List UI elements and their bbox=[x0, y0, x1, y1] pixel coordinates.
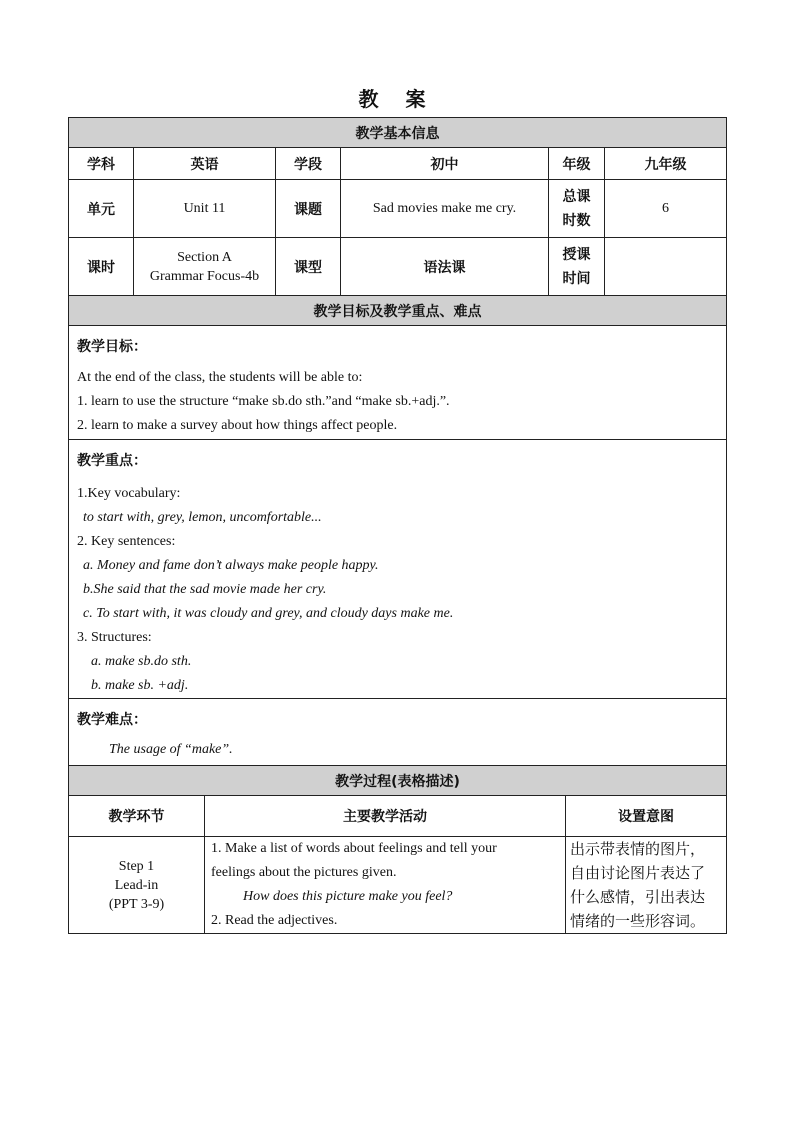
col-step-header: 教学环节 bbox=[69, 796, 205, 837]
goals-line: 1. learn to use the structure “make sb.do sth.”and “make sb.+adj.”. bbox=[77, 394, 450, 409]
stage-label: 学段 bbox=[276, 148, 341, 180]
activity-cell: 1. Make a list of words about feelings and tell your feelings about the pictures given. How does this picture make you feel? 2. Read the adjectives. bbox=[205, 837, 566, 934]
unit-value: Unit 11 bbox=[134, 180, 276, 238]
grade-label: 年级 bbox=[549, 148, 605, 180]
structures-label: 3. Structures: bbox=[77, 630, 152, 645]
table-row bbox=[69, 837, 727, 934]
period-value: Section A Grammar Focus-4b bbox=[134, 238, 276, 296]
topic-value: Sad movies make me cry. bbox=[341, 180, 549, 238]
step-cell: Step 1 Lead-in (PPT 3-9) bbox=[69, 837, 205, 934]
goals-header: 教学目标及教学重点、难点 bbox=[69, 296, 727, 326]
process-table bbox=[68, 765, 727, 934]
total-hours-value: 6 bbox=[605, 180, 727, 238]
structure-item: a. make sb.do sth. bbox=[91, 654, 192, 669]
class-time-value bbox=[605, 238, 727, 296]
period-label: 课时 bbox=[69, 238, 134, 296]
vocab-list: to start with, grey, lemon, uncomfortable... bbox=[83, 510, 322, 525]
goals-line: At the end of the class, the students will be able to: bbox=[77, 370, 363, 385]
key-sentence: a. Money and fame don’t always make people happy. bbox=[83, 558, 379, 573]
difficulty-cell bbox=[69, 699, 727, 768]
col-activity-header: 主要教学活动 bbox=[205, 796, 566, 837]
basic-info-header: 教学基本信息 bbox=[69, 118, 727, 148]
goals-line: 2. learn to make a survey about how things affect people. bbox=[77, 418, 398, 433]
key-points-heading: 教学重点： bbox=[77, 453, 147, 469]
col-intent-header: 设置意图 bbox=[566, 796, 727, 837]
class-time-label: 授课 时间 bbox=[549, 238, 605, 296]
structure-item: b. make sb. +adj. bbox=[91, 678, 189, 693]
intent-cell: 出示带表情的图片， 自由讨论图片表达了 什么感情，引出表达 情绪的一些形容词。 bbox=[566, 837, 727, 934]
process-header: 教学过程(表格描述) bbox=[69, 766, 727, 796]
key-sentence: c. To start with, it was cloudy and grey, and cloudy days make me. bbox=[83, 606, 454, 621]
topic-label: 课题 bbox=[276, 180, 341, 238]
unit-label: 单元 bbox=[69, 180, 134, 238]
subject-value: 英语 bbox=[134, 148, 276, 180]
key-points-cell bbox=[69, 440, 727, 699]
type-label: 课型 bbox=[276, 238, 341, 296]
vocab-label: 1.Key vocabulary: bbox=[77, 486, 181, 501]
difficulty-text: The usage of “make”. bbox=[109, 742, 233, 757]
stage-value: 初中 bbox=[341, 148, 549, 180]
grade-value: 九年级 bbox=[605, 148, 727, 180]
total-hours-label: 总课 时数 bbox=[549, 180, 605, 238]
sentences-label: 2. Key sentences: bbox=[77, 534, 176, 549]
subject-label: 学科 bbox=[69, 148, 134, 180]
goals-heading: 教学目标： bbox=[77, 339, 147, 355]
teaching-goals-cell bbox=[69, 326, 727, 440]
lesson-plan-table bbox=[68, 117, 727, 768]
document-title: 教 案 bbox=[358, 87, 436, 111]
type-value: 语法课 bbox=[341, 238, 549, 296]
difficulty-heading: 教学难点： bbox=[77, 712, 147, 728]
key-sentence: b.She said that the sad movie made her cry. bbox=[83, 582, 327, 597]
